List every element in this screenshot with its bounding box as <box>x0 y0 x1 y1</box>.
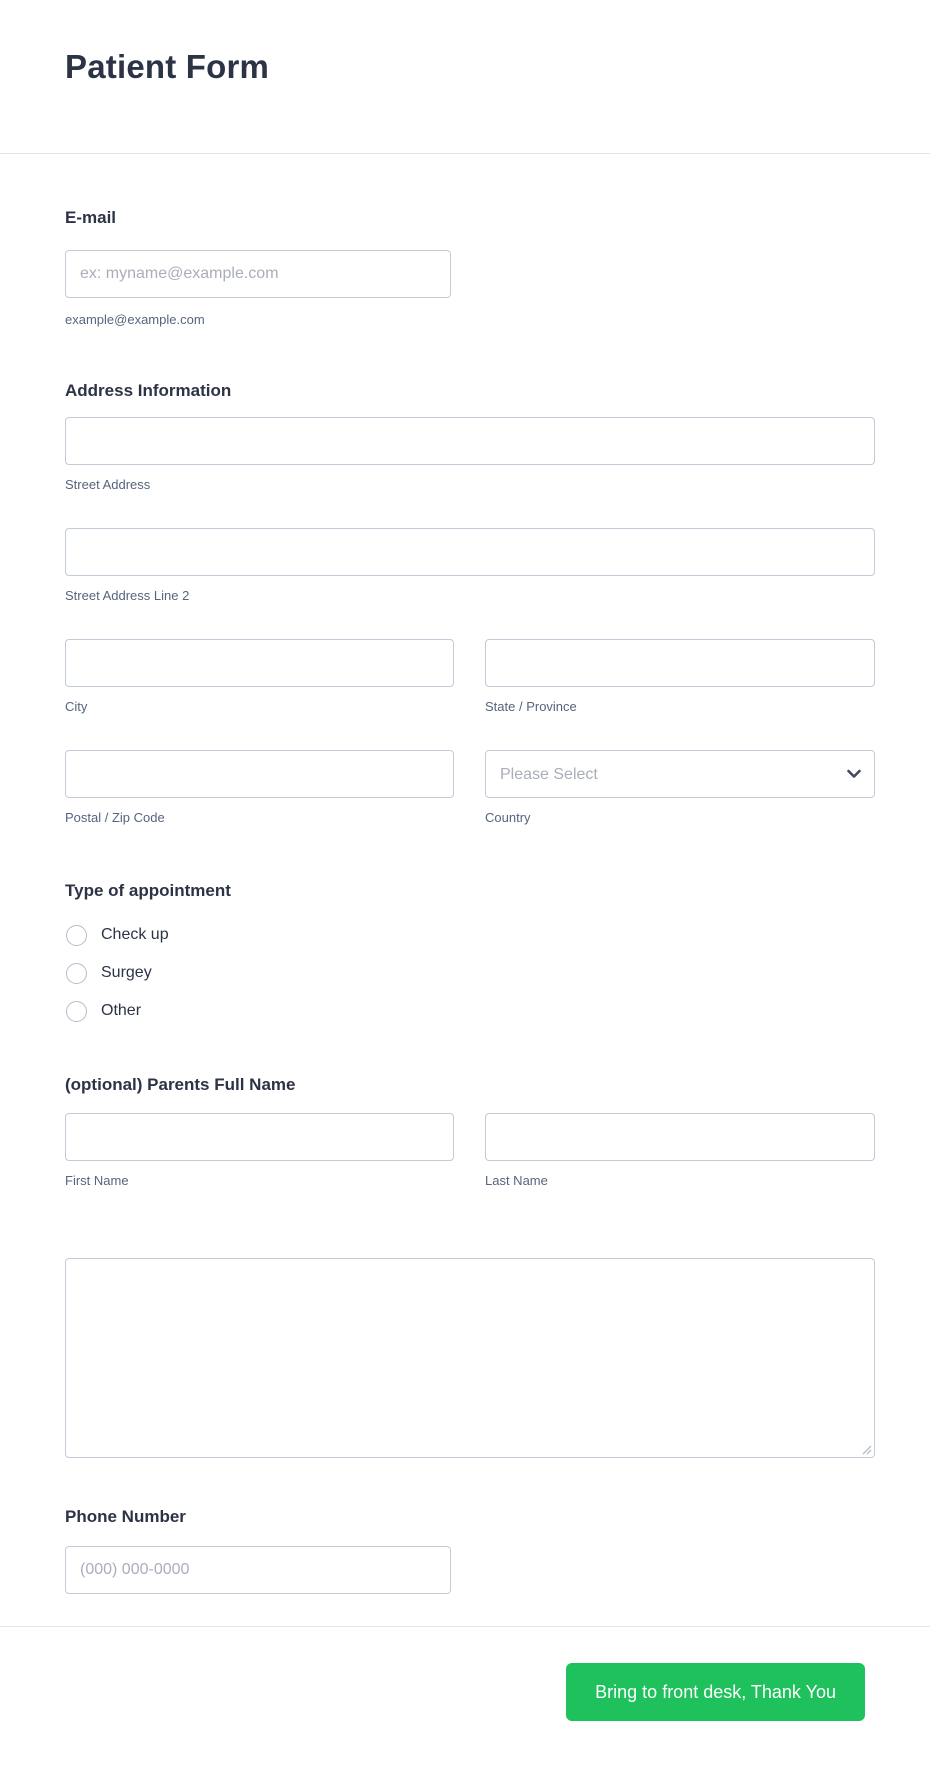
country-sublabel: Country <box>485 810 531 825</box>
street-address-sublabel: Street Address <box>65 477 151 492</box>
appointment-radio-group <box>65 921 875 1025</box>
radio-option-check-up[interactable] <box>65 921 875 949</box>
street-address-line2-input[interactable] <box>65 528 875 576</box>
postal-code-sublabel: Postal / Zip Code <box>65 810 165 825</box>
appointment-heading: Type of appointment <box>65 881 231 900</box>
form-footer <box>65 1627 875 1721</box>
notes-textarea[interactable] <box>65 1258 875 1458</box>
form-body <box>0 208 930 1721</box>
phone-input[interactable] <box>65 1546 451 1594</box>
radio-option-label: Check up <box>101 926 169 943</box>
email-helper-text: example@example.com <box>65 312 205 327</box>
country-select-wrap <box>485 750 875 798</box>
address-heading: Address Information <box>65 381 232 400</box>
email-input[interactable] <box>65 250 451 298</box>
first-name-input[interactable] <box>65 1113 454 1161</box>
first-name-sublabel: First Name <box>65 1173 129 1188</box>
street-address-line2-sublabel: Street Address Line 2 <box>65 588 190 603</box>
appointment-field-group <box>65 881 875 1025</box>
radio-option-other[interactable] <box>65 997 875 1025</box>
parents-name-field-group <box>65 1075 875 1188</box>
radio-option-label: Other <box>101 1002 142 1019</box>
page-title: Patient Form <box>65 48 270 85</box>
email-label: E-mail <box>65 208 117 227</box>
last-name-input[interactable] <box>485 1113 875 1161</box>
email-field-group <box>65 208 875 327</box>
city-input[interactable] <box>65 639 454 687</box>
country-select[interactable] <box>485 750 875 798</box>
phone-field-group <box>65 1507 875 1594</box>
notes-field-group <box>65 1258 875 1458</box>
state-input[interactable] <box>485 639 875 687</box>
state-sublabel: State / Province <box>485 699 577 714</box>
submit-button[interactable]: Bring to front desk, Thank You <box>566 1663 865 1721</box>
radio-button-icon[interactable] <box>66 1001 87 1022</box>
radio-button-icon[interactable] <box>66 963 87 984</box>
radio-button-icon[interactable] <box>66 925 87 946</box>
radio-option-label: Surgey <box>101 964 152 981</box>
radio-option-surgery[interactable] <box>65 959 875 987</box>
phone-heading: Phone Number <box>65 1507 186 1526</box>
form-header <box>0 0 930 154</box>
city-sublabel: City <box>65 699 88 714</box>
parents-name-heading: (optional) Parents Full Name <box>65 1075 296 1094</box>
last-name-sublabel: Last Name <box>485 1173 548 1188</box>
street-address-input[interactable] <box>65 417 875 465</box>
postal-code-input[interactable] <box>65 750 454 798</box>
address-field-group <box>65 381 875 825</box>
